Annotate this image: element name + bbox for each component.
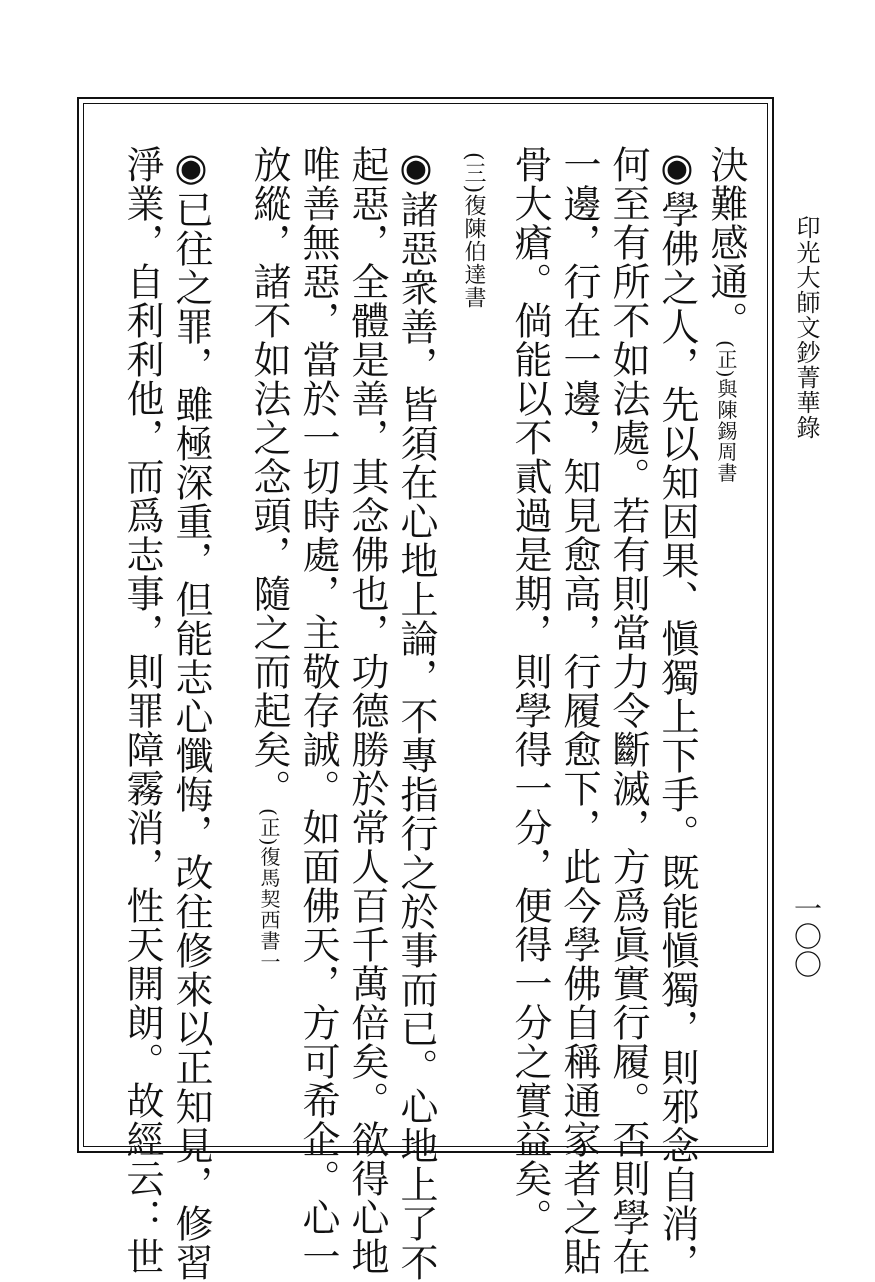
text-column-9: [245, 145, 293, 1125]
text-column-6: ◉諸惡衆善，皆須在心地上論，不專指行之於事而已。心地上了不: [394, 145, 438, 1282]
text-column-4: 一邊，行在一邊，知見愈高，行履愈下，此今學佛自稱通家者之貼: [557, 145, 601, 1276]
text-column-10: ◉已往之罪，雖極深重，但能志心懺悔，改往修來以正知見，修習: [169, 145, 213, 1282]
text-column-7: 起惡，全體是善，其念佛也，功德勝於常人百千萬倍矣。欲得心地: [345, 145, 389, 1276]
text-column-2: ◉學佛之人，先以知因果、愼獨上下手。既能愼獨，則邪念自消，: [655, 145, 699, 1282]
section-heading: (三)復陳伯達書: [461, 152, 486, 310]
column-text: 決難感通。: [704, 145, 748, 340]
page-number: 一〇〇: [790, 894, 823, 978]
text-column-8: 唯善無惡，當於一切時處，主敬存誠。如面佛天，方可希企。心一: [296, 145, 340, 1276]
column-text: 放縱，諸不如法之念頭，隨之而起矣。: [247, 145, 291, 808]
text-column-1: [702, 145, 750, 1125]
text-column-11: 淨業，自利利他，而爲志事，則罪障霧消，性天開朗。故經云：世: [120, 145, 164, 1276]
text-column-5: 骨大瘡。倘能以不貳過是期，則學得一分，便得一分之實益矣。: [508, 145, 552, 1237]
text-column-3: 何至有所不如法處。若有則當力令斷滅，方爲眞實行履。否則學在: [606, 145, 650, 1276]
source-note: (正)與陳錫周書: [714, 340, 738, 484]
running-head: 印光大師文鈔菁華錄: [792, 215, 820, 440]
source-note: (正)復馬契西書一: [257, 808, 281, 973]
